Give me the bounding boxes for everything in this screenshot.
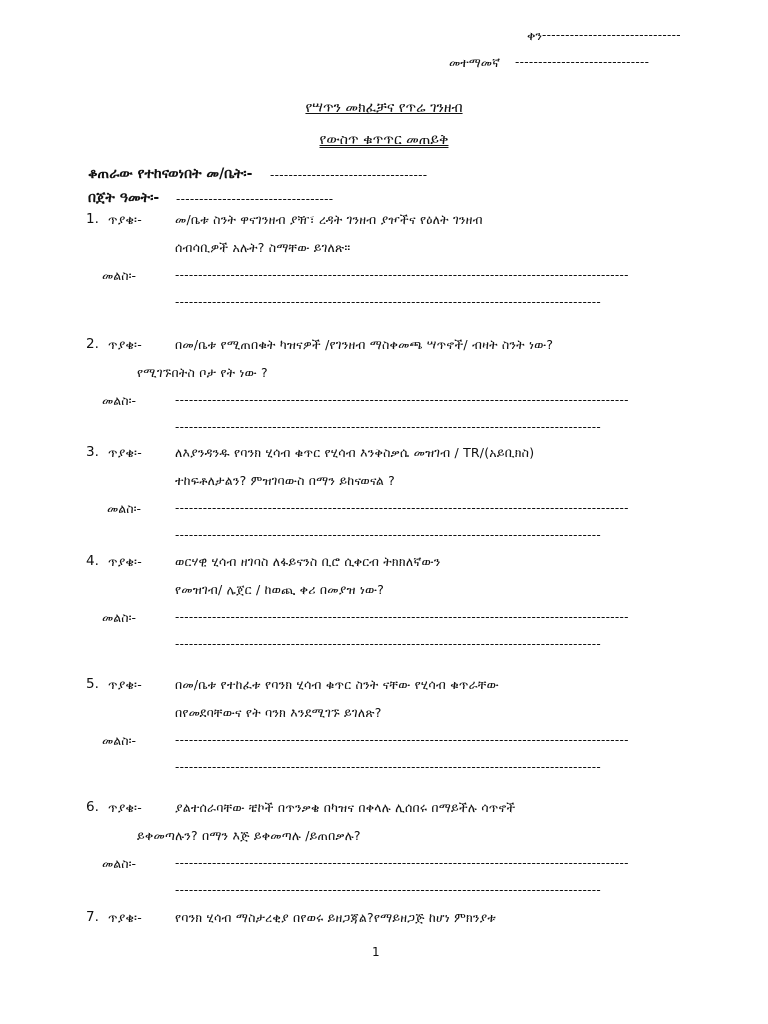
answer-line-1: -------------------------------------------------------------------------------------------------- bbox=[175, 268, 629, 282]
question-number: 2. bbox=[86, 336, 99, 352]
answer-line-1: -------------------------------------------------------------------------------------------------- bbox=[175, 856, 629, 870]
question-number: 7. bbox=[86, 909, 99, 925]
question-text-line-2: የመዝገብ/ ሌጀር / ከወጪ ቀሪ በመያዝ ነው? bbox=[175, 582, 385, 597]
answer-label: መልስ፡- bbox=[102, 268, 137, 283]
answer-line-1: -------------------------------------------------------------------------------------------------- bbox=[175, 610, 629, 624]
signature-label: መተማመኛ bbox=[449, 55, 501, 70]
answer-line-1: -------------------------------------------------------------------------------------------------- bbox=[175, 733, 629, 747]
answer-label: መልስ፡- bbox=[102, 733, 137, 748]
question-text-line-2: የሚገኙበትስ ቦታ የት ነው ? bbox=[137, 365, 268, 380]
answer-line-2: -------------------------------------------------------------------------------------------- bbox=[175, 883, 601, 897]
answer-line-2: -------------------------------------------------------------------------------------------- bbox=[175, 637, 601, 651]
question-label: ጥያቄ፡- bbox=[108, 554, 142, 569]
budget-year-line: ---------------------------------- bbox=[176, 192, 334, 206]
budget-year-label: በጀት ዓመት፡- bbox=[88, 190, 160, 206]
page-title: የሣጥን መክፈቻና የጥሬ ገንዘብ bbox=[305, 100, 463, 116]
question-label: ጥያቄ፡- bbox=[108, 212, 142, 227]
question-number: 3. bbox=[86, 444, 99, 460]
question-text-line-1: ለእያንዳንዱ የባንክ ሂሳብ ቁጥር የሂሳብ እንቅስቃሴ መዝገብ / TR/(አይቢክስ) bbox=[175, 445, 535, 460]
question-text-line-2: በየመደባቸውና የት ባንክ እንደሚገኙ ይገለጽ? bbox=[175, 705, 382, 720]
answer-label: መልስ፡- bbox=[102, 393, 137, 408]
question-text-line-2: ተከፍቶለታልን? ምዝገባውስ በማን ይከናወናል ? bbox=[175, 473, 395, 488]
question-text-line-2: ሰብሳቢዎች አሉት? ስማቸው ይገለጽ። bbox=[175, 240, 351, 255]
question-text-line-1: በመ/ቤቱ የሚጠበቁት ካዝናዎች /የገንዘብ ማስቀመጫ ሣጥኖች/ ብዛት ስንት ነው? bbox=[175, 337, 554, 352]
question-number: 4. bbox=[86, 553, 99, 569]
question-label: ጥያቄ፡- bbox=[108, 337, 142, 352]
question-text-line-1: በመ/ቤቱ የተከፈቱ የባንክ ሂሳብ ቁጥር ስንት ናቸው የሂሳብ ቁጥራቸው bbox=[175, 677, 499, 692]
question-text-line-1: ወርሃዊ ሂሳብ ዘገባስ ለፋይናንስ ቢሮ ሲቀርብ ትክክለኛውን bbox=[175, 554, 441, 569]
answer-line-1: -------------------------------------------------------------------------------------------------- bbox=[175, 501, 629, 515]
question-text-line-1: ያልተሰራባቸው ቼኮች በጥንቃቄ በካዝና በቀላሉ ሊሰበሩ በማይችሉ ሳጥኖች bbox=[175, 800, 516, 815]
question-label: ጥያቄ፡- bbox=[108, 445, 142, 460]
answer-label: መልስ፡- bbox=[102, 856, 137, 871]
date-line: ------------------------------ bbox=[542, 28, 681, 42]
question-label: ጥያቄ፡- bbox=[108, 677, 142, 692]
answer-label: መልስ፡- bbox=[107, 501, 142, 516]
answer-label: መልስ፡- bbox=[102, 610, 137, 625]
question-label: ጥያቄ፡- bbox=[108, 910, 142, 925]
question-number: 1. bbox=[86, 211, 99, 227]
answer-line-2: -------------------------------------------------------------------------------------------- bbox=[175, 528, 601, 542]
office-label: ቆጠራው የተከናወነበት መ/ቤት፡- bbox=[88, 166, 253, 182]
answer-line-2: -------------------------------------------------------------------------------------------- bbox=[175, 295, 601, 309]
page-number: 1 bbox=[372, 945, 380, 959]
question-label: ጥያቄ፡- bbox=[108, 800, 142, 815]
answer-line-2: -------------------------------------------------------------------------------------------- bbox=[175, 420, 601, 434]
answer-line-2: -------------------------------------------------------------------------------------------- bbox=[175, 760, 601, 774]
office-line: ---------------------------------- bbox=[270, 168, 428, 182]
signature-line: ----------------------------- bbox=[515, 55, 650, 69]
question-number: 5. bbox=[86, 676, 99, 692]
question-text-line-2: ይቀመጣሉን? በማን እጅ ይቀመጣሉ /ይጠበቃሉ? bbox=[137, 828, 361, 843]
question-text-line-1: መ/ቤቱ ስንት ዋናገንዘብ ያዥ፣ ረዳት ገንዘብ ያዦችና የዕለት ገንዘብ bbox=[175, 212, 483, 227]
question-number: 6. bbox=[86, 799, 99, 815]
page-subtitle: የውስጥ ቁጥጥር መጠይቅ bbox=[319, 132, 449, 148]
answer-line-1: -------------------------------------------------------------------------------------------------- bbox=[175, 393, 629, 407]
question-text-line-1: የባንክ ሂሳብ ማስታረቂያ በየወሩ ይዘጋጃል?የማይዘጋጅ ከሆነ ምክንያቱ bbox=[175, 910, 497, 925]
date-label: ቀን bbox=[527, 28, 542, 43]
